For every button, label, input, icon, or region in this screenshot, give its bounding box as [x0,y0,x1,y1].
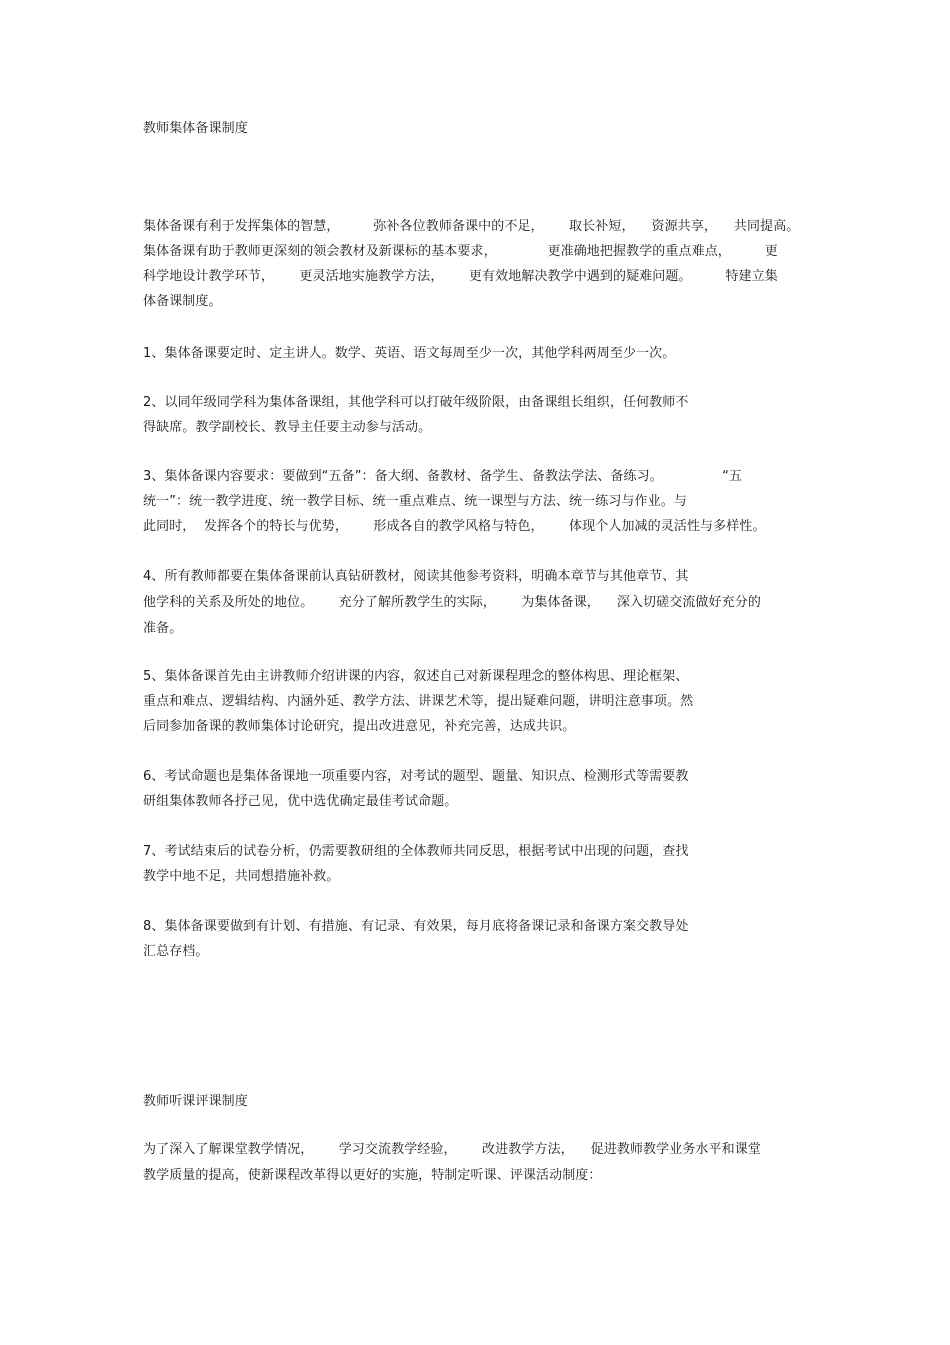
section2-intro-line: 为了深入了解课堂教学情况， 学习交流教学经验， 改进教学方法， 促进教师教学业务水平和课堂 [143,1142,761,1157]
item-3-line: 此同时， 发挥各个的特长与优势， 形成各自的教学风格与特色， 体现个人加减的灵活性与多样性。 [143,519,766,534]
section2-title: 教师听课评课制度 [143,1094,248,1109]
item-3-line: 统一”：统一教学进度、统一教学目标、统一重点难点、统一课型与方法、统一练习与作业。与 [143,494,687,509]
item-4-line: 4、所有教师都要在集体备课前认真钻研教材，阅读其他参考资料，明确本章节与其他章节、其 [143,569,689,584]
item-8-line: 8、集体备课要做到有计划、有措施、有记录、有效果，每月底将备课记录和备课方案交教导处 [143,919,689,934]
item-7-line: 教学中地不足，共同想措施补救。 [143,869,340,884]
item-4-line: 准备。 [143,621,183,636]
section1-title: 教师集体备课制度 [143,121,248,136]
item-8-line: 汇总存档。 [143,944,209,959]
intro-line: 科学地设计教学环节， 更灵活地实施教学方法， 更有效地解决教学中遇到的疑难问题。 特建立集 [143,269,778,284]
item-4-line: 他学科的关系及所处的地位。 充分了解所教学生的实际， 为集体备课， 深入切磋交流做好充分的 [143,595,761,610]
item-1-line: 1、集体备课要定时、定主讲人。数学、英语、语文每周至少一次，其他学科两周至少一次。 [143,346,676,361]
item-3-line: 3、集体备课内容要求：要做到“五备”：备大纲、备教材、备学生、备教法学法、备练习。 “五 [143,469,743,484]
item-2-line: 得缺席。教学副校长、教导主任要主动参与活动。 [143,420,432,435]
item-6-line: 研组集体教师各抒己见，优中选优确定最佳考试命题。 [143,794,458,809]
item-7-line: 7、考试结束后的试卷分析，仍需要教研组的全体教师共同反思，根据考试中出现的问题，查找 [143,844,689,859]
item-5-line: 重点和难点、逻辑结构、内涵外延、教学方法、讲课艺术等，提出疑难问题，讲明注意事项。然 [143,694,694,709]
item-2-line: 2、以同年级同学科为集体备课组，其他学科可以打破年级阶限，由备课组长组织，任何教师不 [143,395,689,410]
section2-intro-line: 教学质量的提高，使新课程改革得以更好的实施，特制定听课、评课活动制度： [143,1168,602,1183]
intro-line: 集体备课有助于教师更深刻的领会教材及新课标的基本要求， 更准确地把握教学的重点难点， 更 [143,244,778,259]
item-6-line: 6、考试命题也是集体备课地一项重要内容，对考试的题型、题量、知识点、检测形式等需要教 [143,769,689,784]
item-5-line: 5、集体备课首先由主讲教师介绍讲课的内容，叙述自己对新课程理念的整体构思、理论框架、 [143,669,689,684]
item-5-line: 后同参加备课的教师集体讨论研究，提出改进意见，补充完善，达成共识。 [143,719,576,734]
intro-line: 集体备课有利于发挥集体的智慧， 弥补各位教师备课中的不足， 取长补短， 资源共享， 共同提高。 [143,219,800,234]
intro-line: 体备课制度。 [143,294,222,309]
